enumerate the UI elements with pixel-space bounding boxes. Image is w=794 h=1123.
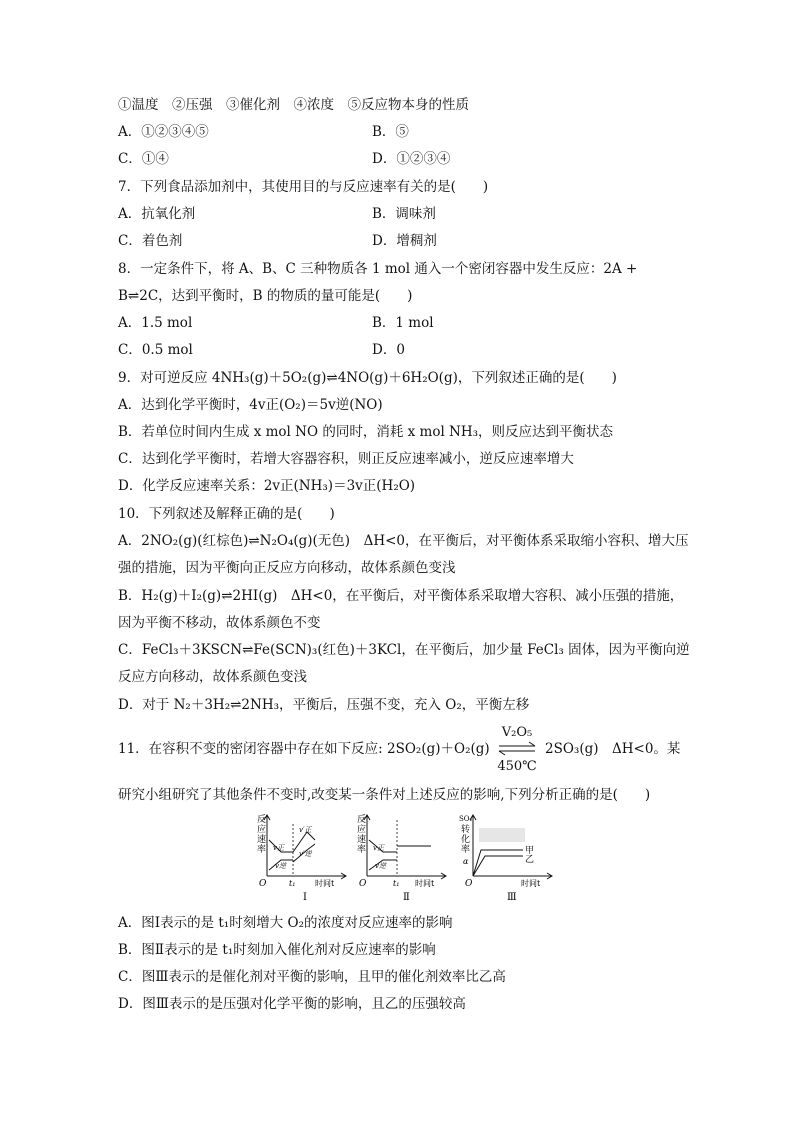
q9-option-b: B．若单位时间内生成 x mol NO 的同时，消耗 x mol NH₃，则反应达到平衡状态	[118, 424, 614, 440]
q6-option-a: A．①②③④⑤	[118, 124, 209, 140]
fig1-v-zheng: v正	[273, 844, 284, 852]
q8-option-c: C．0.5 mol	[118, 342, 193, 358]
q10-option-b-line2: 因为平衡不移动，故体系颜色不变	[118, 615, 321, 631]
fig3-xlabel: 时间t	[521, 879, 541, 888]
fig3-redaction	[479, 828, 525, 842]
q10-option-b-line1: B．H₂(g)＋I₂(g)⇌2HI(g) ΔH<0，在平衡后，对平衡体系采取增大容积、减小压强的措施，	[118, 588, 684, 604]
q6-option-d: D．①②③④	[372, 151, 451, 167]
q6-factors: ①温度 ②压强 ③催化剂 ④浓度 ⑤反应物本身的性质	[118, 97, 469, 113]
figure-3	[459, 815, 552, 903]
fig2-ylabel-2: 应	[357, 825, 367, 835]
fig3-origin: O	[465, 879, 473, 889]
q7-option-d: D．增稠剂	[372, 233, 437, 249]
fig3-ylabel-5: α	[463, 857, 469, 866]
fig1-ylabel-4: 率	[257, 845, 267, 855]
q7-option-c: C．着色剂	[118, 233, 183, 249]
q8-option-d: D．0	[372, 342, 405, 358]
q6-option-c: C．①④	[118, 151, 169, 167]
fig2-t1: t₁	[393, 879, 400, 888]
q11-option-d: D．图Ⅲ表示的是压强对化学平衡的影响，且乙的压强较高	[118, 996, 466, 1012]
q10-option-a-line1: A．2NO₂(g)(红棕色)⇌N₂O₄(g)(无色) ΔH<0，在平衡后，对平衡体系采取缩小容积、增大压	[118, 533, 689, 549]
fig1-ylabel-2: 应	[257, 825, 267, 835]
fig1-v-ni: v逆	[275, 862, 286, 870]
q7-option-a: A．抗氧化剂	[118, 206, 196, 222]
fig1-t1: t₁	[289, 879, 296, 888]
fig1-v-zheng2: v′正	[299, 826, 312, 834]
fig3-ylabel-2: 转	[461, 825, 471, 835]
fig2-caption: Ⅱ	[403, 892, 410, 903]
figures-row	[245, 812, 565, 908]
catalyst-label: V₂O₅	[501, 725, 533, 740]
fig1-origin: O	[259, 879, 267, 889]
q8-option-b: B．1 mol	[372, 315, 434, 331]
fig2-xlabel: 时间t	[415, 879, 435, 888]
q11-option-a: A．图Ⅰ表示的是 t₁时刻增大 O₂的浓度对反应速率的影响	[118, 915, 453, 931]
q10-option-c-line1: C．FeCl₃＋3KSCN⇌Fe(SCN)₃(红色)＋3KCl，在平衡后，加少量 FeCl₃ 固体，因为平衡向逆	[118, 642, 690, 658]
fig2-v-zheng: v正	[373, 844, 384, 852]
q8-option-a: A．1.5 mol	[118, 315, 193, 331]
fig2-ylabel-4: 率	[357, 845, 367, 855]
figure-1	[257, 813, 346, 903]
q8-stem-line2: B⇌2C，达到平衡时，B 的物质的量可能是( )	[118, 288, 413, 304]
fig3-caption: Ⅲ	[507, 892, 517, 903]
fig1-caption: Ⅰ	[303, 892, 307, 903]
q7-option-b: B．调味剂	[372, 206, 436, 222]
q11-stem-line1-part2: 2SO₃(g) ΔH<0。某	[545, 741, 681, 757]
q11-option-c: C．图Ⅲ表示的是催化剂对平衡的影响，且甲的催化剂效率比乙高	[118, 969, 506, 985]
q10-stem: 10．下列叙述及解释正确的是( )	[118, 506, 335, 522]
fig3-ylabel-4: 率	[461, 845, 471, 855]
fig2-origin: O	[359, 879, 367, 889]
q10-option-d: D．对于 N₂＋3H₂⇌2NH₃，平衡后，压强不变，充入 O₂，平衡左移	[118, 697, 530, 713]
q11-stem-line1-part1: 11．在容积不变的密闭容器中存在如下反应: 2SO₂(g)＋O₂(g)	[118, 741, 490, 757]
q9-stem: 9．对可逆反应 4NH₃(g)＋5O₂(g)⇌4NO(g)＋6H₂O(g)，下列叙述正确的是( )	[118, 370, 617, 386]
q7-stem: 7．下列食品添加剂中，其使用目的与反应速率有关的是( )	[118, 179, 489, 195]
fig1-ylabel-1: 反	[257, 815, 267, 825]
temperature-label: 450℃	[497, 759, 537, 774]
q9-option-a: A．达到化学平衡时，4v正(O₂)＝5v逆(NO)	[118, 397, 383, 413]
fig3-jia: 甲	[525, 846, 535, 856]
fig1-ylabel-3: 速	[257, 835, 267, 845]
q11-stem-line2: 研究小组研究了其他条件不变时,改变某一条件对上述反应的影响,下列分析正确的是( )	[118, 787, 651, 803]
q10-option-a-line2: 强的措施，因为平衡向正反应方向移动，故体系颜色变浅	[118, 560, 456, 576]
q11-option-b: B．图Ⅱ表示的是 t₁时刻加入催化剂对反应速率的影响	[118, 942, 436, 958]
figure-2	[357, 813, 446, 903]
fig3-yi: 乙	[525, 855, 535, 865]
fig2-ylabel-1: 反	[357, 815, 367, 825]
fig2-ylabel-3: 速	[357, 835, 367, 845]
q6-option-b: B．⑤	[372, 124, 409, 140]
fig3-ylabel-1: SO₂	[459, 815, 473, 823]
q9-option-d: D．化学反应速率关系：2v正(NH₃)＝3v正(H₂O)	[118, 478, 416, 494]
rate-figures	[245, 812, 565, 904]
fig2-v-ni: v逆	[375, 862, 386, 870]
q10-option-c-line2: 反应方向移动，故体系颜色变浅	[118, 669, 307, 685]
q9-option-c: C．达到化学平衡时，若增大容器容积，则正反应速率减小，逆反应速率增大	[118, 451, 574, 467]
fig1-xlabel: 时间t	[315, 879, 335, 888]
fig1-v-ni2: v′逆	[299, 850, 312, 858]
q8-stem-line1: 8．一定条件下，将 A、B、C 三种物质各 1 mol 通入一个密闭容器中发生反应：2A +	[118, 261, 638, 277]
equilibrium-arrow	[493, 722, 541, 774]
fig3-ylabel-3: 化	[461, 835, 471, 845]
